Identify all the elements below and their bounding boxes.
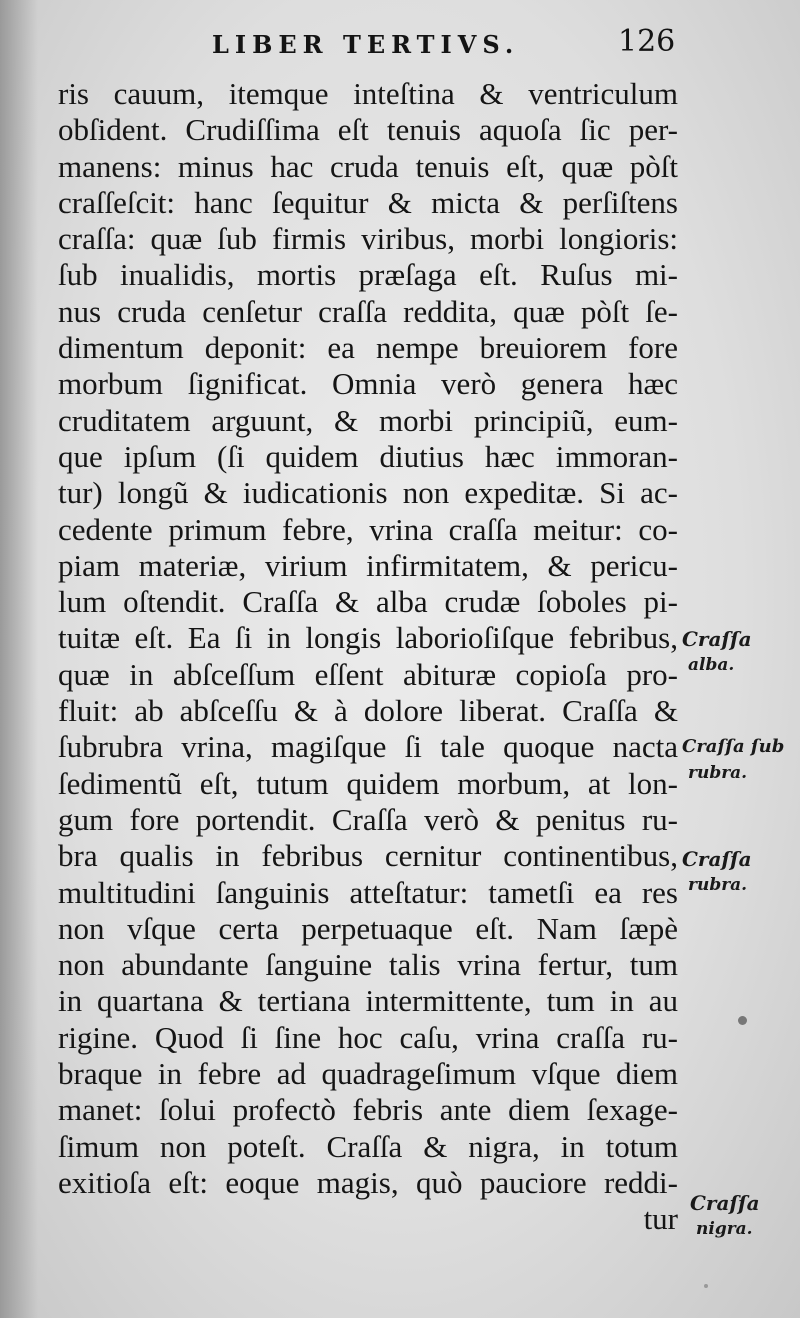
- margin-note-crassa-subrubra: [682, 734, 784, 786]
- margin-note-word: alba.: [688, 655, 735, 675]
- catchword: tur: [643, 1201, 678, 1237]
- text-line: ſub inualidis, mortis præſaga eſt. Ruſus mi-: [58, 257, 678, 293]
- margin-note-crassa-alba: [682, 626, 752, 678]
- text-line: gum fore portendit. Craſſa verò & penitus ru-: [58, 801, 678, 837]
- text-line: ſedimentũ eſt, tutum quidem morbum, at lon-: [58, 765, 678, 801]
- text-line: ſimum non poteſt. Craſſa & nigra, in totum: [58, 1128, 678, 1164]
- text-line: ſubrubra vrina, magiſque ſi tale quoque nacta: [58, 729, 678, 765]
- ink-speck: [738, 1016, 747, 1025]
- text-line: bra qualis in febribus cernitur continentibus,: [58, 838, 678, 874]
- margin-note-word: nigra.: [696, 1219, 753, 1239]
- text-line: lum oſtendit. Craſſa & alba crudæ ſoboles pi-: [58, 584, 678, 620]
- margin-note-word: Craſſa: [690, 1191, 760, 1215]
- text-line: non vſque certa perpetuaque eſt. Nam ſæpè: [58, 910, 678, 946]
- text-line: tur) longũ & iudicationis non expeditæ. Si ac-: [58, 475, 678, 511]
- body-text: [58, 76, 678, 1238]
- text-line: tuitæ eſt. Ea ſi in longis laborioſiſque febribus,: [58, 620, 678, 656]
- text-line: cedente primum febre, vrina craſſa meitur: co-: [58, 511, 678, 547]
- page-number: 126: [618, 24, 676, 59]
- text-line: quæ in abſceſſum eſſent abituræ copioſa pro-: [58, 656, 678, 692]
- text-line: craſſa: quæ ſub firmis viribus, morbi longioris:: [58, 221, 678, 257]
- text-line: obſident. Crudiſſima eſt tenuis aquoſa ſic per-: [58, 112, 678, 148]
- margin-note-crassa-rubra: [682, 846, 752, 898]
- text-line: ris cauum, itemque inteſtina & ventriculum: [58, 76, 678, 111]
- text-line: craſſeſcit: hanc ſequitur & micta & perſiſtens: [58, 184, 678, 220]
- text-line: cruditatem arguunt, & morbi principiũ, eum-: [58, 402, 678, 438]
- margin-note-word: Craſſa: [682, 627, 752, 651]
- text-line: exitioſa eſt: eoque magis, quò pauciore reddi-: [58, 1164, 678, 1200]
- text-line: rigine. Quod ſi ſine hoc caſu, vrina craſſa ru-: [58, 1019, 678, 1055]
- text-line: manet: ſolui profectò febris ante diem ſexage-: [58, 1092, 678, 1128]
- ink-speck: [704, 1284, 708, 1288]
- running-head: LIBER TERTIVS.: [212, 30, 520, 59]
- margin-note-word: Craſſa: [682, 847, 752, 871]
- text-line: braque in febre ad quadrageſimum vſque diem: [58, 1056, 678, 1092]
- margin-note-word: Craſſa ſub: [682, 736, 785, 757]
- text-line: piam materiæ, virium infirmitatem, & pericu-: [58, 547, 678, 583]
- gutter-shadow: [0, 0, 38, 1318]
- text-line: dimentum deponit: ea nempe breuiorem fore: [58, 330, 678, 366]
- margin-note-word: rubra.: [688, 763, 748, 783]
- text-line: fluit: ab abſceſſu & à dolore liberat. Craſſa &: [58, 693, 678, 729]
- text-line: manens: minus hac cruda tenuis eſt, quæ pòſt: [58, 148, 678, 184]
- text-line: morbum ſignificat. Omnia verò genera hæc: [58, 366, 678, 402]
- margin-note-word: rubra.: [688, 875, 748, 895]
- text-line: que ipſum (ſi quidem diutius hæc immoran-: [58, 438, 678, 474]
- page-header: [0, 22, 800, 72]
- text-line: non abundante ſanguine talis vrina fertur, tum: [58, 947, 678, 983]
- text-line: in quartana & tertiana intermittente, tum in au: [58, 983, 678, 1019]
- text-line: nus cruda cenſetur craſſa reddita, quæ pòſt ſe-: [58, 293, 678, 329]
- margin-note-crassa-nigra: [690, 1190, 760, 1242]
- text-line: multitudini ſanguinis atteſtatur: tametſi ea res: [58, 874, 678, 910]
